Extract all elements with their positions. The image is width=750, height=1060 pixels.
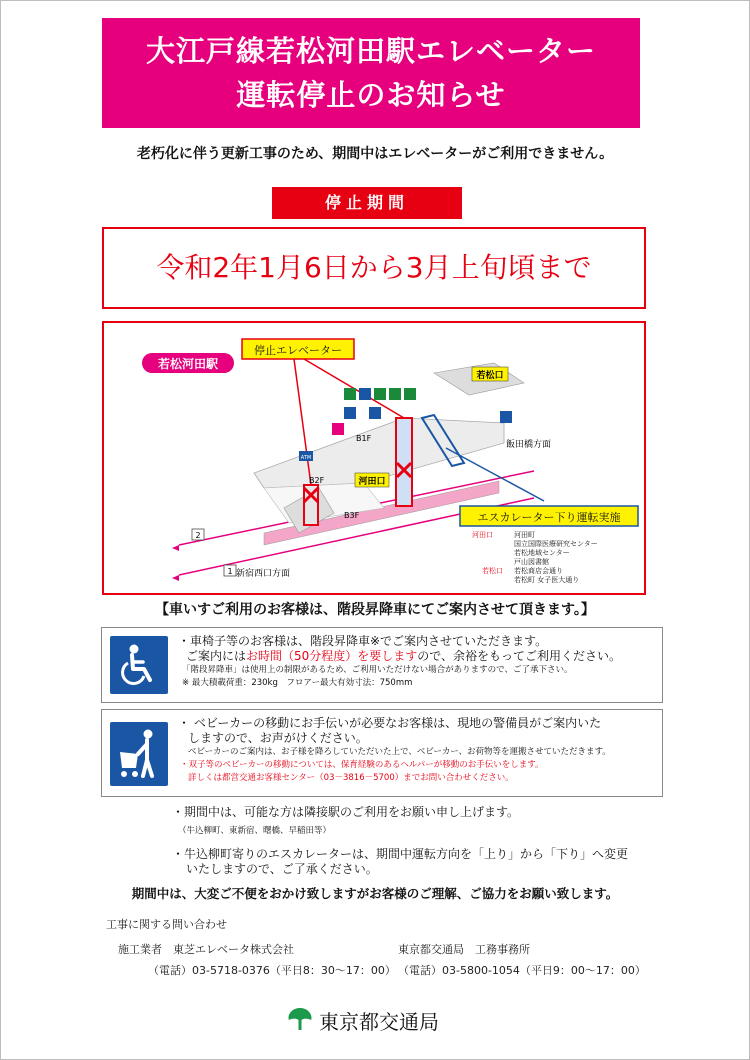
box2-note2: ・双子等のベビーカーの移動については、保育経験のあるヘルパーが移動のお手伝いをします。 xyxy=(180,760,544,770)
floor-b3: B3F xyxy=(344,511,360,520)
legend-wakamatsu-1: 若松商店会通り xyxy=(514,567,563,575)
box1-line2-b: お時間（50分程度）を要します xyxy=(246,649,418,663)
place-shinjuku: 新宿西口方面 xyxy=(236,569,291,579)
exit-wakamatsu: 若松口 xyxy=(476,371,504,381)
station-label: 若松河田駅 xyxy=(157,357,219,371)
lead-text: 老朽化に伴う更新工事のため、期間中はエレベーターがご利用できません。 xyxy=(136,146,614,162)
wheelchair-info-box xyxy=(101,627,663,703)
box1-line2-a: ご案内には xyxy=(186,649,247,663)
bullet-1: ・期間中は、可能な方は隣接駅のご利用をお願い申し上げます。 xyxy=(172,805,520,819)
stroller-info-box xyxy=(101,709,663,797)
title-banner xyxy=(102,18,640,128)
legend-kawada-1: 河田町 xyxy=(514,531,535,539)
atm-label: ATM xyxy=(300,455,312,461)
bullet-2-line2: いたしますので、ご了承ください。 xyxy=(186,862,378,876)
station-map xyxy=(102,321,646,595)
box1-line2-c: ので、余裕をもってご利用ください。 xyxy=(417,649,622,663)
place-iidabashi: 飯田橋方面 xyxy=(506,440,552,450)
wheelchair-caption: 【車いすご利用のお客様は、階段昇降車にてご案内させて頂きます。】 xyxy=(155,602,595,618)
box2-note3: 詳しくは都営交通お客様センター（03－3816－5700）までお問い合わせください。 xyxy=(188,773,514,783)
stroller-icon xyxy=(110,722,168,786)
contact-bureau-name: 東京都交通局 工務事務所 xyxy=(398,943,530,956)
contact-bureau xyxy=(398,939,646,981)
box2-line2: しますので、お声がけください。 xyxy=(188,731,368,745)
track-1: 1 xyxy=(227,567,233,576)
callout-stopped: 停止エレベーター xyxy=(254,344,342,357)
bullet-1-sub: （牛込柳町、東新宿、曙橋、早稲田等） xyxy=(178,826,332,836)
bullet-2-line1: ・牛込柳町寄りのエスカレーターは、期間中運転方向を「上り」から「下り」へ変更 xyxy=(172,847,629,861)
station-map-drawing xyxy=(104,323,648,597)
wheelchair-icon xyxy=(110,636,168,694)
contact-contractor xyxy=(118,939,396,981)
title-line-2: 運転停止のお知らせ xyxy=(236,78,506,112)
box2-note1: ベビーカーのご案内は、お子様を降ろしていただいた上で、ベビーカー、お荷物等を運搬させていただきます。 xyxy=(188,747,611,757)
title-line-1: 大江戸線若松河田駅エレベーター xyxy=(145,34,596,68)
closing-text: 期間中は、大変ご不便をおかけ致しますがお客様のご理解、ご協力をお願い致します。 xyxy=(131,886,619,901)
footer-org-name: 東京都交通局 xyxy=(319,1010,439,1034)
legend-kawada-3: 若松地域センター xyxy=(514,549,570,557)
box1-note1: 「階段昇降車」は使用上の制限があるため、ご利用いただけない場合がありますので、ご了承下さい。 xyxy=(182,665,573,675)
floor-b2: B2F xyxy=(309,476,325,485)
box2-line1: ・ ベビーカーの移動にお手伝いが必要なお客様は、現地の警備員がご案内いた xyxy=(178,716,602,730)
stopped-elevator-2 xyxy=(396,418,412,506)
notice-bullets xyxy=(172,805,672,877)
legend-wakamatsu-2: 若松町 女子医大通り xyxy=(514,576,580,584)
contact-heading: 工事に関する問い合わせ xyxy=(106,918,227,931)
ginkgo-logo-icon xyxy=(285,1004,315,1034)
period-label: 停止期間 xyxy=(272,187,462,219)
exit-kawada: 河田口 xyxy=(358,477,386,487)
legend-kawada-0: 河田口 xyxy=(472,531,493,539)
contact-contractor-phone: （電話）03-5718-0376（平日8：30～17：00） xyxy=(148,964,396,977)
box1-note2: ※ 最大積載荷重：230kg フロアー最大有効寸法：750mm xyxy=(182,678,413,688)
callout-escalator: エスカレーター下り運転実施 xyxy=(477,511,621,524)
track-2: 2 xyxy=(195,531,201,540)
contact-bureau-phone: （電話）03-5800-1054（平日9：00～17：00） xyxy=(398,964,646,977)
box1-line1: ・車椅子等のお客様は、階段昇降車※でご案内させていただきます。 xyxy=(178,634,548,648)
legend-kawada-2: 国立国際医療研究センター xyxy=(514,540,598,548)
contact-contractor-name: 施工業者 東芝エレベータ株式会社 xyxy=(118,943,294,956)
legend-kawada-4: 戸山図書館 xyxy=(514,558,549,566)
legend-wakamatsu-0: 若松口 xyxy=(482,567,503,575)
period-value: 令和2年1月6日から3月上旬頃まで xyxy=(102,227,646,309)
floor-b1: B1F xyxy=(356,434,372,443)
